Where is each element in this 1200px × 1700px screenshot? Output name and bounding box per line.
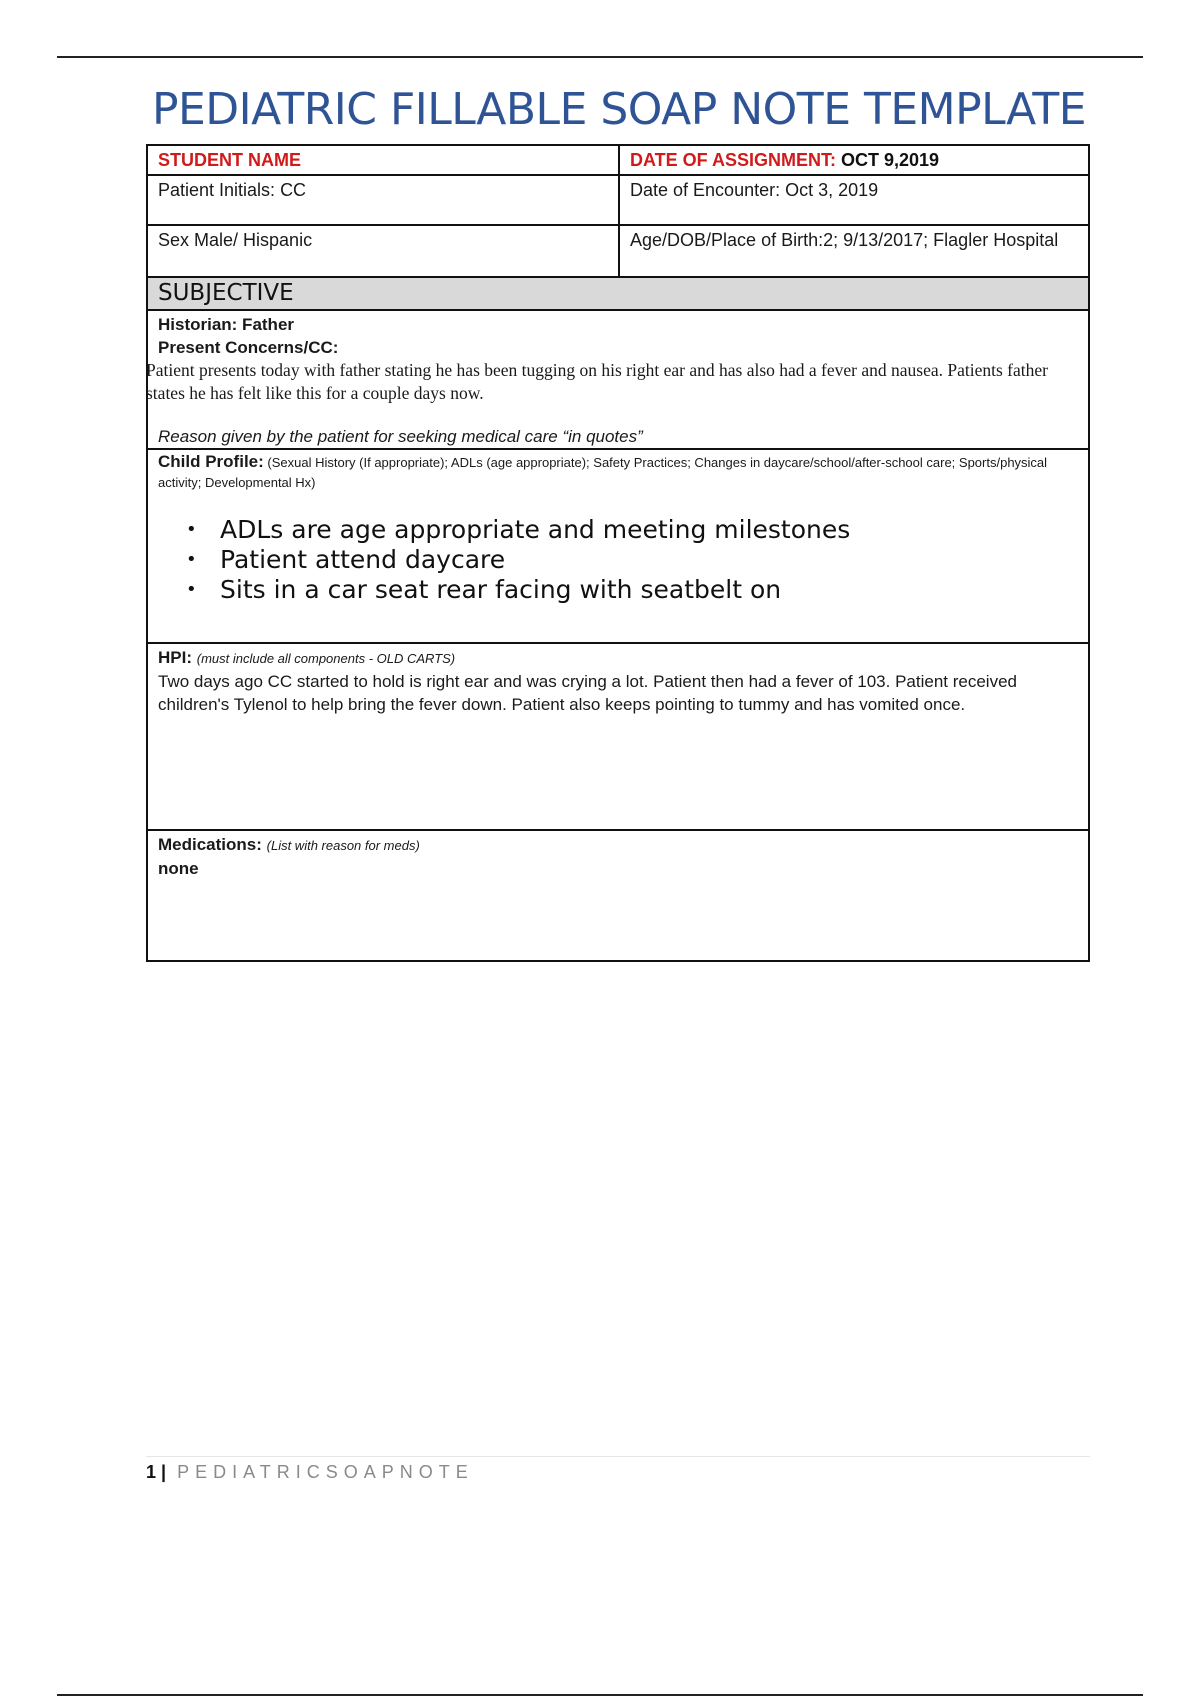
- age-dob-place-of-birth: Age/DOB/Place of Birth:2; 9/13/2017; Flagler Hospital: [630, 230, 1059, 250]
- child-profile-list: [158, 515, 1078, 605]
- child-profile-item: Sits in a car seat rear facing with seatbelt on: [220, 575, 782, 604]
- patient-initials: Patient Initials: CC: [158, 180, 307, 200]
- child-profile-item: ADLs are age appropriate and meeting milestones: [220, 515, 851, 544]
- date-of-assignment-value: OCT 9,2019: [841, 150, 940, 170]
- list-item: [186, 575, 1078, 605]
- medications-value: none: [158, 859, 199, 878]
- footer-divider: [146, 1456, 1090, 1457]
- subjective-heading-row: [146, 278, 1090, 311]
- header-row-2: [146, 176, 1090, 226]
- sex-cell[interactable]: [148, 226, 618, 276]
- age-dob-cell[interactable]: [618, 226, 1088, 276]
- hpi-section: [146, 644, 1090, 831]
- child-profile-block[interactable]: [148, 450, 1088, 642]
- child-profile-item: Patient attend daycare: [220, 545, 506, 574]
- date-of-assignment-cell[interactable]: [618, 146, 1088, 174]
- historian: Historian: Father: [158, 315, 295, 334]
- reason-note: Reason given by the patient for seeking medical care “in quotes”: [158, 427, 643, 446]
- date-of-assignment-label: DATE OF ASSIGNMENT:: [630, 150, 836, 170]
- bottom-rule: [57, 1694, 1143, 1696]
- medications-block[interactable]: [148, 831, 1088, 960]
- patient-initials-cell[interactable]: [148, 176, 618, 224]
- header-row-1: [146, 144, 1090, 176]
- bullet-icon: •: [186, 519, 197, 540]
- student-name-cell[interactable]: [148, 146, 618, 174]
- header-row-3: [146, 226, 1090, 278]
- child-profile-hint: (Sexual History (If appropriate); ADLs (age appropriate); Safety Practices; Changes in daycare/school/after-school care; Sports/physical activity; Developmental Hx): [158, 455, 1048, 490]
- date-of-encounter-cell[interactable]: [618, 176, 1088, 224]
- footer-separator: |: [161, 1462, 167, 1482]
- child-profile-label: Child Profile:: [158, 452, 264, 471]
- hpi-label: HPI:: [158, 648, 192, 667]
- bullet-icon: •: [186, 579, 197, 600]
- top-rule: [57, 56, 1143, 58]
- page-footer: [146, 1460, 474, 1484]
- document-title: PEDIATRIC FILLABLE SOAP NOTE TEMPLATE: [151, 84, 1087, 135]
- page-number: 1: [146, 1462, 157, 1482]
- concerns-section: [146, 311, 1090, 450]
- student-name-label: STUDENT NAME: [158, 150, 301, 170]
- sex-ethnicity: Sex Male/ Hispanic: [158, 230, 313, 250]
- hpi-text: Two days ago CC started to hold is right ear and was crying a lot. Patient then had a fever of 103. Patient received children's Tylenol to help bring the fever down. Patient also keeps pointing to tummy and has vomited once.: [158, 672, 1017, 714]
- medications-label: Medications:: [158, 835, 262, 854]
- bullet-icon: •: [186, 549, 197, 570]
- hpi-hint: (must include all components - OLD CARTS): [196, 651, 456, 666]
- medications-section: [146, 831, 1090, 962]
- present-concerns-text: Patient presents today with father stating he has been tugging on his right ear and has also had a fever and nausea. Patients father states he has felt like this for a couple days now.: [146, 360, 1048, 403]
- present-concerns-label: Present Concerns/CC:: [158, 338, 339, 357]
- concerns-block[interactable]: [148, 311, 1088, 448]
- list-item: [186, 515, 1078, 545]
- medications-hint: (List with reason for meds): [266, 838, 420, 853]
- subjective-heading: SUBJECTIVE: [148, 278, 1088, 309]
- date-of-encounter: Date of Encounter: Oct 3, 2019: [630, 180, 879, 200]
- child-profile-section: [146, 450, 1090, 644]
- footer-running-title: PEDIATRICSOAPNOTE: [177, 1462, 474, 1482]
- soap-note-form: [146, 144, 1090, 962]
- list-item: [186, 545, 1078, 575]
- hpi-block[interactable]: [148, 644, 1088, 829]
